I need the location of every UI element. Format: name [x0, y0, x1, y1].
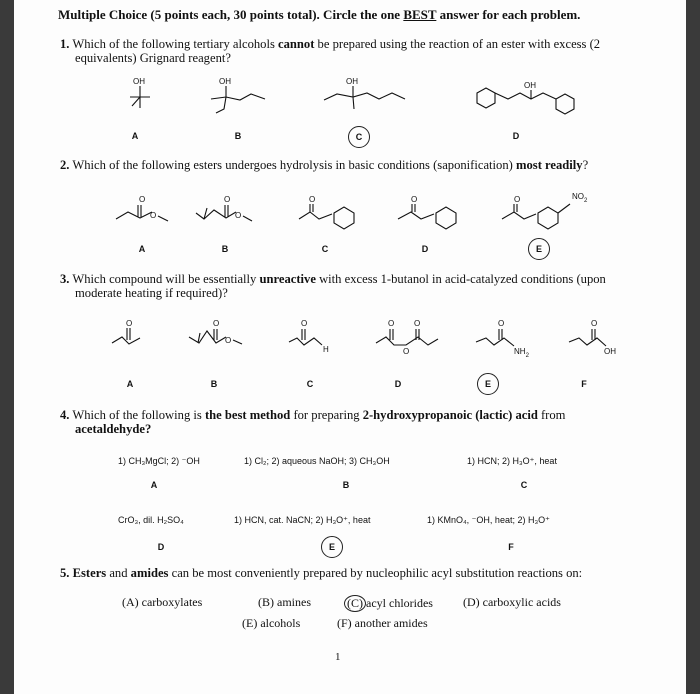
q2-b-o: O	[224, 195, 231, 204]
q1-c-oh-label: OH	[346, 77, 358, 86]
q1-option-a[interactable]: A	[131, 131, 139, 141]
q5-option-d[interactable]: (D) carboxylic acids	[463, 595, 561, 609]
q2-a-o2: O	[150, 211, 157, 220]
q3-d-o2: O	[414, 319, 421, 328]
q4-text-c: from	[537, 408, 566, 422]
q1-text-a: Which of the following tertiary alcohols	[72, 37, 279, 51]
header-best: BEST	[403, 7, 437, 22]
q4-reagent-b: 1) Cl₂; 2) aqueous NaOH; 3) CH₃OH	[244, 456, 390, 466]
q5-option-c-text: acyl chlorides	[366, 596, 433, 610]
q3-d-o: O	[388, 319, 395, 328]
q3-d-o3: O	[403, 347, 410, 356]
q3-text-a: Which compound will be essentially	[72, 272, 260, 286]
q3-nh2-label	[514, 347, 530, 359]
header-lead: Multiple Choice (5 points each, 30 points total). Circle the one	[58, 7, 404, 22]
q3-compound-d	[376, 319, 438, 356]
q5-text-a: and	[106, 566, 131, 580]
q3-compound-f	[569, 319, 616, 356]
q1-text-line2: equivalents) Grignard reagent?	[75, 51, 231, 65]
q3-f-o: O	[591, 319, 598, 328]
q4-option-c[interactable]: C	[520, 480, 528, 490]
question-5-text	[60, 566, 680, 580]
q3-nh2-text: NH	[514, 347, 526, 356]
q3-b-o2: O	[225, 336, 232, 345]
q3-option-c[interactable]: C	[306, 379, 314, 389]
q4-text-b: for preparing	[290, 408, 363, 422]
exam-page	[14, 0, 686, 694]
q3-compound-a	[112, 319, 140, 344]
q4-reagent-c: 1) HCN; 2) H₃O⁺, heat	[467, 456, 557, 466]
q3-option-e-circled[interactable]: E	[477, 373, 499, 395]
q3-keyword: unreactive	[259, 272, 316, 286]
question-3-number: 3.	[60, 272, 70, 286]
q4-text-a: Which of the following is	[72, 408, 205, 422]
q3-compound-b	[189, 319, 242, 345]
q1-option-b[interactable]: B	[234, 131, 242, 141]
q3-option-b[interactable]: B	[210, 379, 218, 389]
q3-a-o: O	[126, 319, 133, 328]
q2-d-o: O	[411, 195, 418, 204]
q3-e-o: O	[498, 319, 505, 328]
q3-text-line2: moderate heating if required)?	[75, 286, 228, 300]
q2-option-c[interactable]: C	[321, 244, 329, 254]
q4-text-line2: acetaldehyde?	[75, 422, 152, 436]
q4-option-e-circled[interactable]: E	[321, 536, 343, 558]
q3-c-h: H	[323, 345, 329, 354]
q4-keyword-2: 2-hydroxypropanoic (lactic) acid	[362, 408, 538, 422]
q2-text-a: Which of the following esters undergoes hydrolysis in basic conditions (saponification)	[72, 158, 516, 172]
q2-a-o: O	[139, 195, 146, 204]
q3-option-a[interactable]: A	[126, 379, 134, 389]
q5-option-c[interactable]	[344, 595, 433, 612]
q3-option-f[interactable]: F	[581, 379, 587, 389]
q2-no2-text: NO	[572, 192, 584, 201]
q2-option-b[interactable]: B	[221, 244, 229, 254]
q5-option-b[interactable]: (B) amines	[258, 595, 311, 609]
header-tail: answer for each problem.	[436, 7, 581, 22]
q2-no2-sub: 2	[584, 198, 588, 204]
q3-f-oh: OH	[604, 347, 616, 356]
q3-structures	[14, 0, 686, 694]
q1-text-b: be prepared using the reaction of an ester with excess (2	[314, 37, 601, 51]
q4-reagent-f: 1) KMnO₄, ⁻OH, heat; 2) H₃O⁺	[427, 515, 550, 525]
question-2-number: 2.	[60, 158, 70, 172]
q2-text-b: ?	[582, 158, 589, 172]
question-4-number: 4.	[60, 408, 70, 422]
q4-option-b[interactable]: B	[342, 480, 350, 490]
q5-keyword-2: amides	[130, 566, 169, 580]
q5-keyword-1: Esters	[72, 566, 107, 580]
q4-reagent-e: 1) HCN, cat. NaCN; 2) H₃O⁺, heat	[234, 515, 371, 525]
q2-option-d[interactable]: D	[421, 244, 429, 254]
question-5-number: 5.	[60, 566, 70, 580]
q3-compound-e	[476, 319, 530, 359]
q5-text-b: can be most conveniently prepared by nucleophilic acyl substitution reactions on:	[168, 566, 583, 580]
q1-b-oh-label: OH	[219, 77, 231, 86]
q3-nh2-sub: 2	[525, 353, 529, 359]
q4-option-a[interactable]: A	[150, 480, 158, 490]
q1-keyword: cannot	[278, 37, 315, 51]
q3-option-d[interactable]: D	[394, 379, 402, 389]
q5-option-e[interactable]: (E) alcohols	[242, 616, 301, 630]
q1-a-oh-label: OH	[133, 77, 145, 86]
q4-reagent-a: 1) CH₃MgCl; 2) ⁻OH	[118, 456, 200, 466]
q2-option-a[interactable]: A	[138, 244, 146, 254]
q2-option-e-circled[interactable]: E	[528, 238, 550, 260]
q2-c-o: O	[309, 195, 316, 204]
q3-c-o: O	[301, 319, 308, 328]
q2-e-o: O	[514, 195, 521, 204]
q4-option-d[interactable]: D	[157, 542, 165, 552]
q2-b-o2: O	[235, 211, 242, 220]
q4-keyword-1: the best method	[204, 408, 291, 422]
q4-option-f[interactable]: F	[508, 542, 514, 552]
q3-compound-c	[289, 319, 329, 354]
q1-d-oh-label: OH	[524, 81, 536, 90]
question-4-text	[60, 408, 670, 436]
q5-option-a[interactable]: (A) carboxylates	[122, 595, 203, 609]
q3-text-b: with excess 1-butanol in acid-catalyzed conditions (upon	[315, 272, 606, 286]
question-1-number: 1.	[60, 37, 70, 51]
q3-b-o: O	[213, 319, 220, 328]
q1-option-c-circled[interactable]: C	[348, 126, 370, 148]
q2-keyword: most readily	[516, 158, 583, 172]
q5-option-f[interactable]: (F) another amides	[337, 616, 428, 630]
page-number: 1	[335, 651, 341, 663]
q5-option-c-circled[interactable]: (C)	[344, 595, 366, 612]
q1-option-d[interactable]: D	[512, 131, 520, 141]
q4-reagent-d: CrO₃, dil. H₂SO₄	[118, 515, 184, 525]
